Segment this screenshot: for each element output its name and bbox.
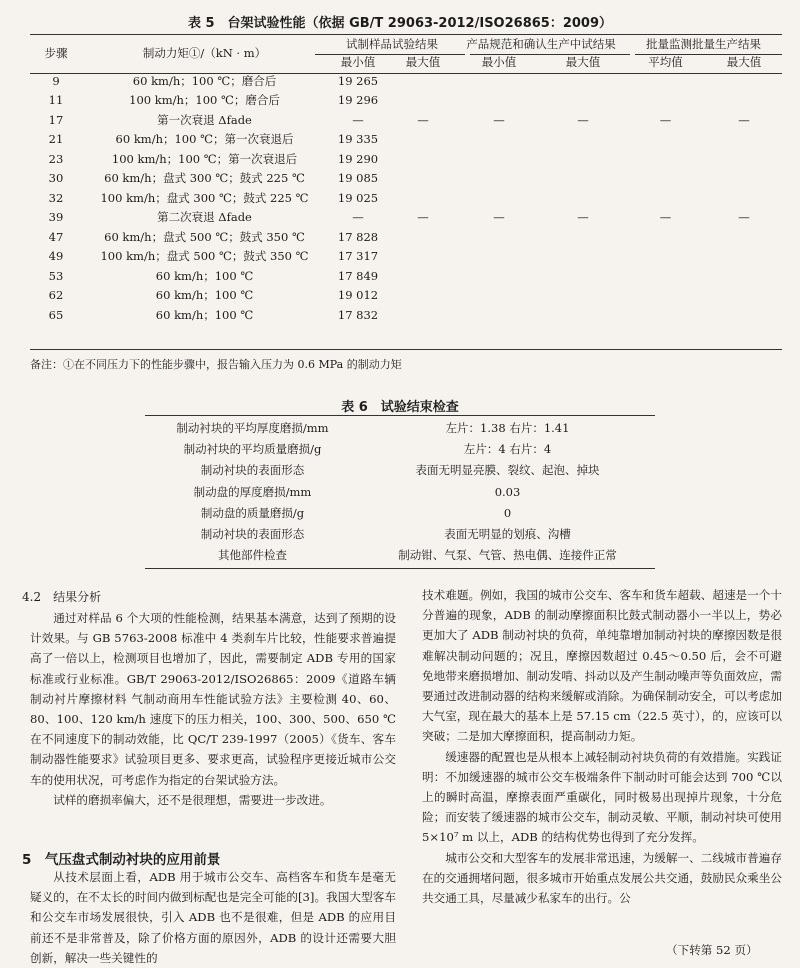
table-cell: 60 km/h；100 ℃；第一次衰退后 — [115, 132, 294, 147]
table-cell: 39 — [48, 210, 64, 225]
table-cell — [625, 130, 706, 150]
table-cell: 制动衬块的表面形态 — [200, 463, 305, 478]
header-sub: 最大值 — [565, 55, 601, 69]
table-cell — [457, 130, 541, 150]
table-row — [145, 523, 655, 544]
header-group2: 产品规范和确认生产中试结果 — [466, 37, 616, 51]
table-cell — [457, 91, 541, 111]
table-cell: 100 km/h；100 ℃；磨合后 — [129, 93, 280, 108]
table-cell: — — [417, 112, 429, 127]
table-cell — [389, 188, 457, 208]
table-cell: — — [493, 210, 505, 225]
table-cell: 19 265 — [337, 73, 379, 88]
table-cell: 19 012 — [337, 288, 379, 303]
section-5-heading: 5 气压盘式制动衬块的应用前景 — [22, 852, 221, 868]
header-sub: 平均值 — [648, 55, 683, 69]
table-cell: 表面无明显的划痕、沟槽 — [444, 527, 571, 542]
table-cell: 17 — [48, 112, 64, 127]
table-cell: 60 km/h；100 ℃ — [155, 307, 254, 322]
group1-rule — [315, 54, 465, 55]
table6-bottom-rule — [145, 568, 655, 569]
table-cell: 17 849 — [337, 268, 379, 283]
table-cell: 32 — [48, 190, 64, 205]
table-cell — [457, 149, 541, 169]
header-sub: 最大值 — [405, 55, 441, 69]
table-cell: — — [659, 210, 672, 225]
table-cell: 23 — [48, 151, 64, 166]
table-cell: 其他部件检查 — [218, 548, 287, 563]
table-cell: 表面无明显亮膜、裂纹、起泡、掉块 — [415, 463, 600, 478]
header-group3: 批量监测批量生产结果 — [646, 37, 761, 51]
table-cell — [625, 286, 706, 306]
table-cell: 17 317 — [337, 249, 379, 264]
table-row — [30, 247, 782, 267]
table-cell: 制动钳、气泵、气管、热电偶、连接件正常 — [398, 548, 617, 563]
table-cell: 60 km/h；100 ℃ — [155, 288, 254, 303]
paragraph-result-analysis: 通过对样品 6 个大项的性能检测，结果基本满意，达到了预期的设计效果。与 GB 5763-2008 标准中 4 类刹车片比较，性能要求普遍提高了一倍以上，检测项目也增加了，因此，需要制定 ADB 专用的国家标准或行业标准。GB/T 29063-2012/ISO26865：2009《道路车辆 制动衬片摩擦材料 气制动商用车性能试验方法》主要检测 40、60、80、100、120 km/h 速度下的压力相关，100、300、500、650 ℃在不同速度下的制动效能，比 QC/T 239-1997（2005）《货车、客车制动器性能要求》试验项目更多、要求更高，试验程序更接近城市公交车的使用状况，可考虑作为指定的台架试验方法。 — [30, 611, 396, 787]
table6-top-rule — [145, 415, 655, 416]
table-cell — [625, 305, 706, 325]
table-cell — [625, 188, 706, 208]
table-cell — [389, 247, 457, 267]
table-cell: — — [738, 210, 750, 225]
header-group1: 试制样品试验结果 — [346, 37, 438, 51]
table-cell — [625, 266, 706, 286]
table-cell — [541, 305, 625, 325]
table-cell — [389, 169, 457, 189]
table-cell — [706, 91, 782, 111]
table-row — [145, 502, 655, 523]
table-row — [30, 266, 782, 286]
table-cell — [457, 305, 541, 325]
table-cell: 62 — [48, 288, 64, 303]
table5-note: 备注：①在不同压力下的性能步骤中，报告输入压力为 0.6 MPa 的制动力矩 — [30, 358, 402, 371]
paragraph-retarder: 缓速器的配置也是从根本上减轻制动衬块负荷的有效措施。实践证明：不加缓速器的城市公交车极端条件下制动时可能会达到 700 ℃以上的瞬时高温，摩擦表面严重碳化，同时极易出现掉片现象，十分危险；而安装了缓速器的城市公交车，制动灵敏、平顺，制动衬块可使用 5×10⁷ m 以上，ADB 的结构优势也得到了充分发挥。 — [422, 749, 782, 845]
table-cell — [457, 247, 541, 267]
table-cell — [457, 227, 541, 247]
table5-bottom-rule — [30, 349, 782, 350]
table-row — [30, 188, 782, 208]
table-cell: 左片：4 右片：4 — [463, 441, 552, 456]
table-cell — [457, 169, 541, 189]
header-sub: 最大值 — [726, 55, 762, 69]
table5 — [30, 35, 782, 325]
table-cell: 19 296 — [337, 93, 379, 108]
table-row — [30, 208, 782, 228]
table-cell — [389, 305, 457, 325]
table-cell: — — [352, 112, 364, 127]
table-cell: 制动衬块的平均质量磨损/g — [183, 441, 322, 456]
table-cell: 53 — [48, 268, 64, 283]
paragraph-application-outlook: 从技术层面上看，ADB 用于城市公交车、高档客车和货车是毫无疑义的，在不太长的时间内做到标配也是完全可能的[3]。我国大型客车和公交车市场发展很快，引入 ADB 也不是很难，但是 ADB 的应用目前还不是非常普及，除了价格方面的原因外，ADB 的设计还需要大胆创新，解决一些关键性的 — [30, 870, 396, 965]
table-cell — [625, 149, 706, 169]
table-cell — [541, 169, 625, 189]
left-column-top — [30, 608, 396, 810]
table-cell: 30 — [48, 171, 64, 186]
table-row — [30, 130, 782, 150]
table-cell: — — [659, 112, 672, 127]
table-cell: — — [577, 210, 589, 225]
paragraph-technical-problems: 技术难题。例如，我国的城市公交车、客车和货车超载、超速是一个十分普遍的现象，ADB 的制动摩擦面积比鼓式制动器小一半以上，势必更加大了 ADB 制动衬块的负荷，单纯靠增加制动衬块的摩擦因数是很难解决制动问题的；况且，摩擦因数超过 0.45～0.50 后，会不可避免地带来磨损增加、制动发啃、抖动以及产生制动噪声等负面效应，需要通过改进制动器的结构来缓解或消除。为确保制动安全，可以考虑加大气室，现在最大的基本上是 57.15 cm（22.5 英寸），的，应该可以突破；二是加大摩擦面积，提高制动力矩。 — [422, 588, 782, 744]
table-row — [145, 460, 655, 481]
table-cell — [389, 149, 457, 169]
table-row — [30, 169, 782, 189]
table-cell: 47 — [48, 229, 64, 244]
table-cell — [706, 149, 782, 169]
table-cell — [625, 227, 706, 247]
table-cell: 制动盘的质量磨损/g — [200, 505, 305, 520]
table-cell — [625, 169, 706, 189]
table-cell: 9 — [52, 73, 60, 88]
table-cell — [706, 305, 782, 325]
right-column — [422, 585, 782, 908]
table-cell: 19 335 — [337, 132, 379, 147]
table-cell — [541, 247, 625, 267]
table-row — [30, 305, 782, 325]
table-cell — [706, 169, 782, 189]
table-cell — [706, 266, 782, 286]
table-cell — [457, 286, 541, 306]
table-cell: 100 km/h；盘式 500 ℃；鼓式 350 ℃ — [100, 249, 309, 264]
table-cell: 100 km/h；100 ℃；第一次衰退后 — [111, 151, 298, 166]
table-cell: — — [493, 112, 505, 127]
table-cell: 制动衬块的平均厚度磨损/mm — [176, 420, 329, 435]
table-row — [145, 438, 655, 459]
table-cell: 49 — [48, 249, 64, 264]
table5-caption: 表 5 台架试验性能（依据 GB/T 29063-2012/ISO26865：2009） — [187, 16, 613, 31]
group3-rule — [635, 54, 782, 55]
table-cell: 第二次衰退 Δfade — [157, 210, 252, 225]
continued-note: （下转第 52 页） — [666, 943, 758, 957]
table-cell: 第一次衰退 Δfade — [157, 112, 252, 127]
table-cell — [706, 188, 782, 208]
table-cell — [541, 266, 625, 286]
table-cell: 17 832 — [337, 307, 379, 322]
table-cell: 21 — [48, 132, 64, 147]
table6-caption: 表 6 试验结束检查 — [341, 400, 459, 415]
table-cell — [389, 266, 457, 286]
table-row — [30, 149, 782, 169]
table-cell: 0.03 — [494, 484, 521, 499]
table-cell: 0 — [503, 505, 512, 520]
group2-rule — [470, 54, 630, 55]
table-cell: 17 828 — [337, 229, 379, 244]
table-cell: 左片：1.38 右片：1.41 — [445, 420, 570, 435]
table-cell: 60 km/h；盘式 500 ℃；鼓式 350 ℃ — [104, 229, 305, 244]
table-cell — [541, 188, 625, 208]
table-cell: — — [577, 112, 589, 127]
left-column-bottom — [30, 867, 396, 968]
table-row — [145, 481, 655, 502]
table-cell — [706, 247, 782, 267]
table-cell: 制动衬块的表面形态 — [200, 527, 305, 542]
table-cell — [389, 286, 457, 306]
table-cell: 100 km/h；盘式 300 ℃；鼓式 225 ℃ — [100, 190, 309, 205]
header-step: 步骤 — [44, 46, 68, 60]
table-cell — [625, 247, 706, 267]
table-row — [30, 286, 782, 306]
table-cell — [457, 188, 541, 208]
table-cell — [457, 266, 541, 286]
table-cell — [541, 149, 625, 169]
header-torque: 制动力矩①/（kN · m） — [142, 46, 267, 60]
table-cell: 19 290 — [337, 151, 379, 166]
table-cell — [389, 227, 457, 247]
table5-header-rule — [30, 73, 782, 74]
section-4-2-heading: 4.2 结果分析 — [22, 590, 102, 604]
header-sub: 最小值 — [481, 55, 517, 69]
table-cell: 11 — [48, 93, 64, 108]
table-row — [30, 110, 782, 130]
table-cell — [389, 91, 457, 111]
table-cell — [706, 130, 782, 150]
table-cell — [706, 286, 782, 306]
table-cell — [541, 130, 625, 150]
table-cell — [541, 227, 625, 247]
table-row — [30, 227, 782, 247]
table-cell: 60 km/h；100 ℃；磨合后 — [132, 73, 277, 88]
table-cell: 60 km/h；100 ℃ — [155, 268, 254, 283]
table-cell — [625, 91, 706, 111]
table-row — [145, 417, 655, 438]
table-cell: — — [417, 210, 429, 225]
table-row — [30, 91, 782, 111]
paragraph-public-transport: 城市公交和大型客车的发展非常迅速，为缓解一、二线城市普遍存在的交通拥堵问题，很多城市开始重点发展公共交通，鼓励民众乘坐公共交通工具，尽量减少私家车的出行。公 — [422, 850, 782, 906]
table-cell: 60 km/h；盘式 300 ℃；鼓式 225 ℃ — [104, 171, 305, 186]
table6 — [145, 417, 655, 566]
table-cell: 制动盘的厚度磨损/mm — [193, 484, 312, 499]
table-cell: — — [352, 210, 364, 225]
table-cell: 19 085 — [337, 171, 379, 186]
table-cell — [389, 130, 457, 150]
table-cell — [541, 286, 625, 306]
header-sub: 最小值 — [340, 55, 376, 69]
paragraph-wear-rate: 试样的磨损率偏大，还不是很理想，需要进一步改进。 — [53, 792, 332, 807]
table-cell: 65 — [48, 307, 64, 322]
table-cell — [706, 227, 782, 247]
table-cell: 19 025 — [337, 190, 379, 205]
table-cell — [541, 91, 625, 111]
table-row — [145, 545, 655, 566]
table-cell: — — [738, 112, 750, 127]
